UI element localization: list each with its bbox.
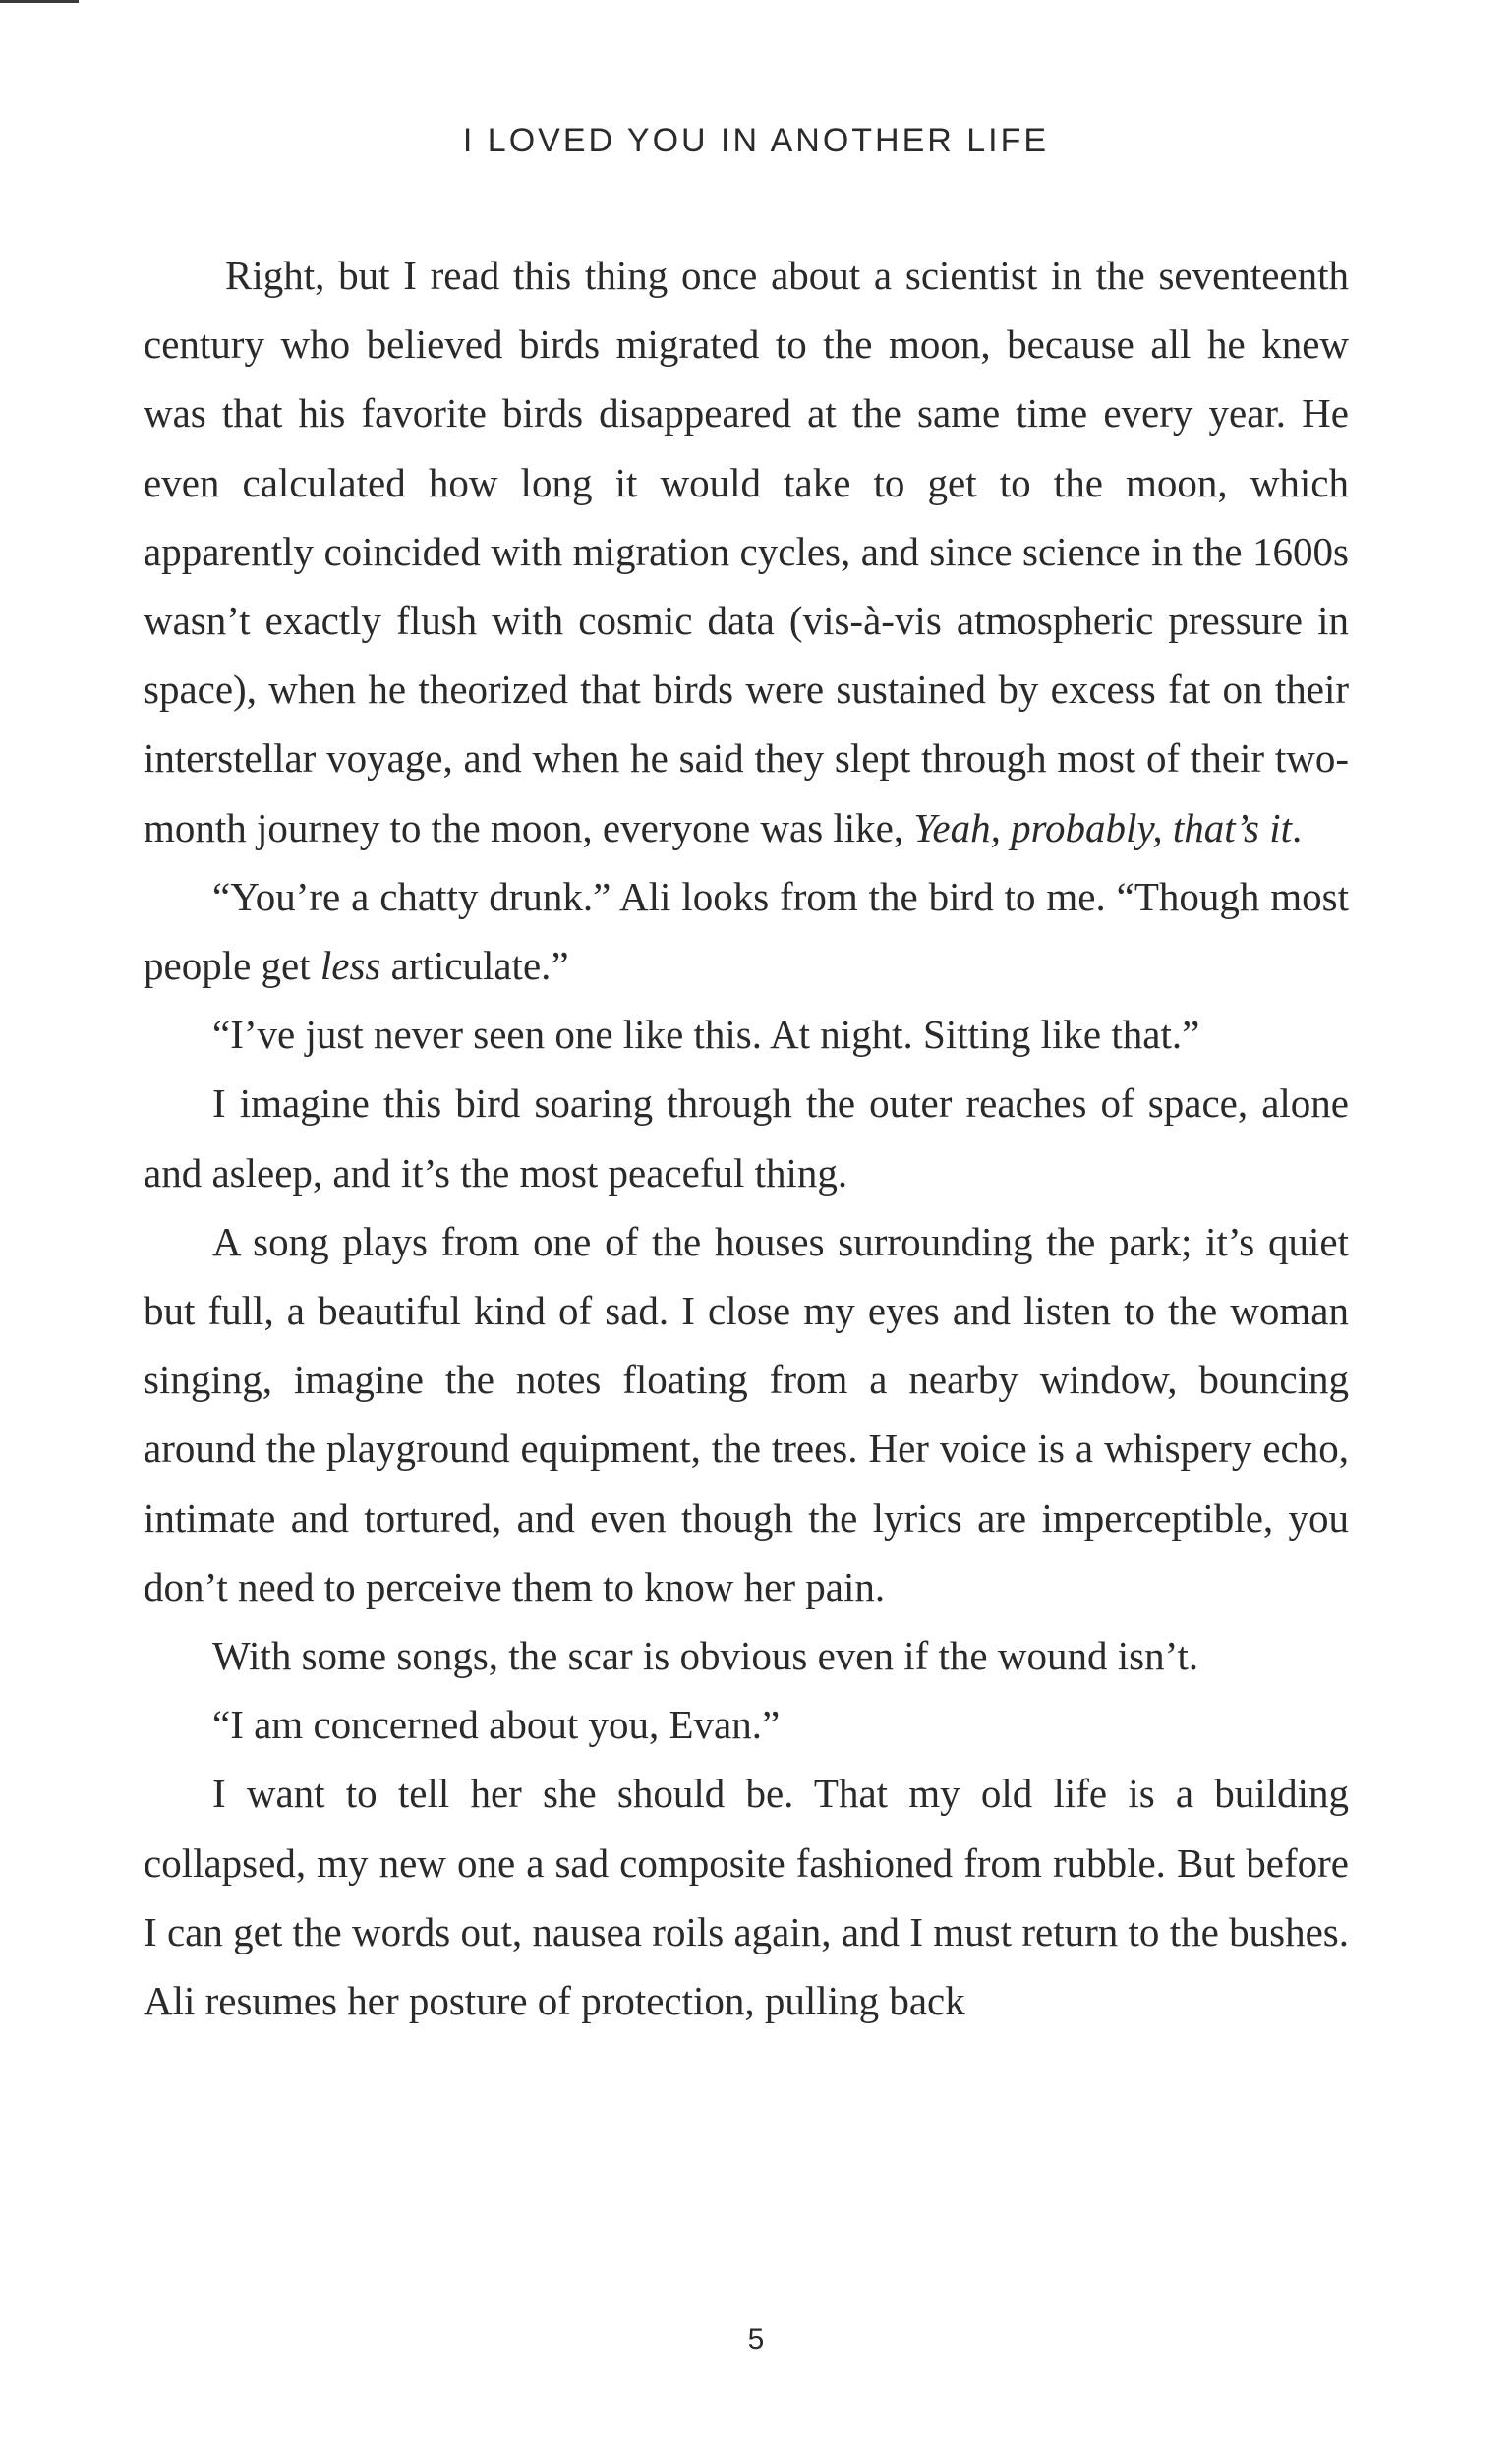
paragraph-text: A song plays from one of the houses surrounding the park; it’s quiet but full, a beautiful kind of sad. I close my eyes and listen to the woman singing, imagine the notes floating from a nearby window, bouncing around the playground equipment, the trees. Her voice is a whispery echo, intimate and tortured, and even though the lyrics are imperceptible, you don’t need to perceive them to know her pain. <box>144 1218 1349 1609</box>
paragraph-1 <box>144 241 1349 862</box>
paragraph-text: “I am concerned about you, Evan.” <box>212 1702 781 1748</box>
paragraph-4 <box>144 1069 1349 1206</box>
paragraph-2 <box>144 862 1349 1000</box>
running-head: I LOVED YOU IN ANOTHER LIFE <box>462 122 1050 159</box>
paragraph-italic: less <box>320 943 381 989</box>
paragraph-5 <box>144 1207 1349 1621</box>
top-edge-rule <box>0 0 79 3</box>
paragraph-text: “I’ve just never seen one like this. At night. Sitting like that.” <box>212 1012 1200 1058</box>
page-number: 5 <box>747 2323 765 2356</box>
paragraph-italic: Yeah, probably, that’s it <box>913 804 1293 850</box>
paragraph-8 <box>144 1759 1349 2035</box>
paragraph-7 <box>144 1690 1349 1759</box>
paragraph-text: I imagine this bird soaring through the outer reaches of space, alone and asleep, and it’s the most peaceful thing. <box>144 1080 1349 1196</box>
paragraph-tail: . <box>1292 804 1303 850</box>
paragraph-tail: articulate.” <box>380 943 569 989</box>
paragraph-text: Right, but I read this thing once about a scientist in the seventeenth century who believed birds migrated to the moon, because all he knew was that his favorite birds disappeared at the same time every year. He even calculated how long it would take to get to the moon, which apparently coincided with migration cycles, and since science in the 1600s wasn’t exactly flush with cosmic data (vis-à-vis atmospheric pressure in space), when he theorized that birds were sustained by excess fat on their interstellar voyage, and when he said they slept through most of their two-month journey to the moon, everyone was like, <box>144 253 1349 850</box>
paragraph-text: With some songs, the scar is obvious even if the wound isn’t. <box>212 1633 1199 1679</box>
paragraph-text: “You’re a chatty drunk.” Ali looks from the bird to me. “Though most people get <box>144 873 1349 989</box>
paragraph-text: I want to tell her she should be. That my old life is a building collapsed, my new one a sad composite fashioned from rubble. But before I can get the words out, nausea roils again, and I must return to the bushes. Ali resumes her posture of protection, pulling back <box>144 1771 1349 2024</box>
paragraph-3 <box>144 1000 1349 1069</box>
paragraph-6 <box>144 1621 1349 1690</box>
body-text <box>144 241 1349 2035</box>
